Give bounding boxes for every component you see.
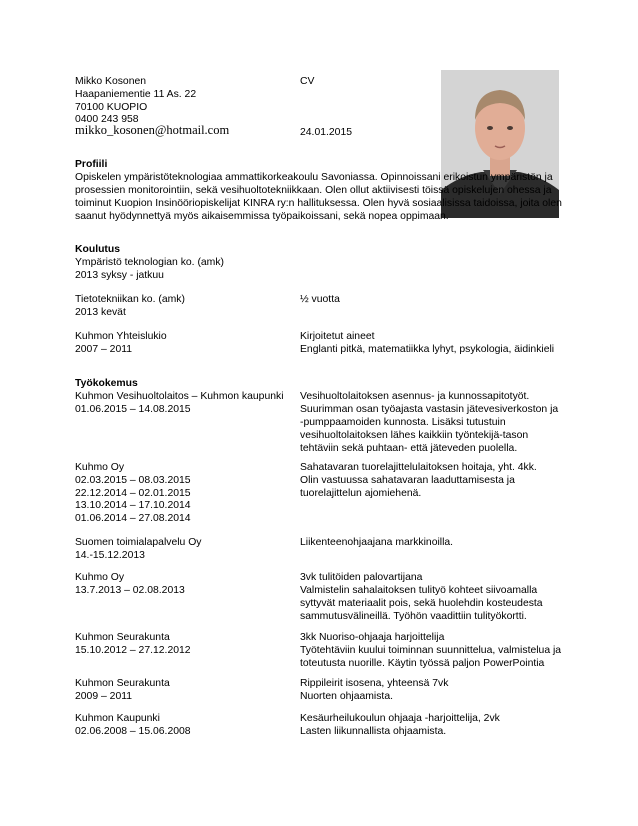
profile-text: Opiskelen ympäristöteknologiaa ammattikorkeakoulu Savoniassa. Opinnoissani erikoistun ympäristön ja prosessien monitorointiin, sekä vesihuoltotekniikkaan. Olen ollut aktiivisesti töissä opiskelujen ohessa ja toiminut Kuopion Insinööriopiskelijat KINRA ry:n hallituksessa. Olen hyvä sosiaalisissa taidoissa, joita olen saanut hyödynnettyä myös aikaisemmissa työpaikoissani, sekä nopea oppimaan. bbox=[75, 172, 562, 222]
job-date: 02.06.2008 – 15.06.2008 bbox=[75, 726, 191, 737]
address-street: Haapaniementie 11 As. 22 bbox=[75, 89, 197, 100]
education-note: Kirjoitetut aineet bbox=[300, 331, 375, 342]
job-desc-line: 3vk tulitöiden palovartijana bbox=[300, 572, 423, 583]
education-date: 2007 – 2011 bbox=[75, 344, 133, 355]
job-desc-line: Nuorten ohjaamista. bbox=[300, 691, 393, 702]
profile-heading: Profiili bbox=[75, 159, 108, 170]
education-note: ½ vuotta bbox=[300, 294, 340, 305]
phone-number: 0400 243 958 bbox=[75, 114, 139, 125]
job-date: 01.06.2014 – 27.08.2014 bbox=[75, 513, 191, 524]
email-address: mikko_kosonen@hotmail.com bbox=[75, 123, 230, 137]
document-type: CV bbox=[300, 76, 315, 87]
job-desc-line: Lasten liikunnallista ohjaamista. bbox=[300, 726, 447, 737]
job-employer: Kuhmon Vesihuoltolaitos – Kuhmon kaupunki bbox=[75, 391, 284, 402]
document-date: 24.01.2015 bbox=[300, 127, 353, 138]
job-date: 02.03.2015 – 08.03.2015 bbox=[75, 475, 191, 486]
job-desc-line: Sahatavaran tuorelajittelulaitoksen hoitaja, yht. 4kk. bbox=[300, 462, 537, 473]
job-employer: Kuhmon Seurakunta bbox=[75, 632, 170, 643]
job-desc-line: sammutusvälineillä. Työhön vaadittiin tulityökortti. bbox=[300, 611, 527, 622]
education-heading: Koulutus bbox=[75, 244, 121, 255]
job-date: 15.10.2012 – 27.12.2012 bbox=[75, 645, 191, 656]
job-date: 01.06.2015 – 14.08.2015 bbox=[75, 404, 191, 415]
job-employer: Kuhmo Oy bbox=[75, 572, 125, 583]
job-desc-line: -pumppaamoiden kunnosta. Lisäksi tutustuin bbox=[300, 417, 506, 428]
job-employer: Kuhmon Kaupunki bbox=[75, 713, 160, 724]
job-date: 22.12.2014 – 02.01.2015 bbox=[75, 488, 191, 499]
job-employer: Kuhmo Oy bbox=[75, 462, 125, 473]
job-desc-line: Olin vastuussa sahatavaran laaduttamisesta ja bbox=[300, 475, 515, 486]
job-date: 14.-15.12.2013 bbox=[75, 550, 145, 561]
education-title: Kuhmon Yhteislukio bbox=[75, 331, 167, 342]
education-title: Tietotekniikan ko. (amk) bbox=[75, 294, 185, 305]
education-note-subjects: Englanti pitkä, matematiikka lyhyt, psykologia, äidinkieli bbox=[300, 344, 555, 355]
job-employer: Kuhmon Seurakunta bbox=[75, 678, 170, 689]
job-desc-line: Vesihuoltolaitoksen asennus- ja kunnossapitotyöt. bbox=[300, 391, 530, 402]
job-desc-line: Liikenteenohjaajana markkinoilla. bbox=[300, 537, 454, 548]
education-date: 2013 kevät bbox=[75, 307, 126, 318]
job-desc-line: tuorelajittelun ajomiehenä. bbox=[300, 488, 422, 499]
work-heading: Työkokemus bbox=[75, 378, 138, 389]
job-desc-line: syttyvät materiaalit pois, sekä huolehdin kosteudesta bbox=[300, 598, 543, 609]
job-desc-line: Rippileirit isosena, yhteensä 7vk bbox=[300, 678, 449, 689]
job-date: 13.7.2013 – 02.08.2013 bbox=[75, 585, 185, 596]
job-desc-line: Valmistelin sahalaitoksen tulityö kohteet siivoamalla bbox=[300, 585, 538, 596]
job-desc-line: 3kk Nuoriso-ohjaaja harjoittelija bbox=[300, 632, 445, 643]
education-date: 2013 syksy - jatkuu bbox=[75, 270, 164, 281]
job-desc-line: vesihuoltolaitoksen lähes kaikkiin työntekijä-tason bbox=[300, 430, 529, 441]
job-date: 2009 – 2011 bbox=[75, 691, 133, 702]
education-title: Ympäristö teknologian ko. (amk) bbox=[75, 257, 224, 268]
job-employer: Suomen toimialapalvelu Oy bbox=[75, 537, 202, 548]
job-desc-line: Kesäurheilukoulun ohjaaja -harjoittelija, 2vk bbox=[300, 713, 500, 724]
address-city: 70100 KUOPIO bbox=[75, 102, 148, 113]
job-desc-line: toteutusta nuorille. Käytin työssä paljon PowerPointia bbox=[300, 658, 545, 669]
job-desc-line: Suurimman osan työajasta vastasin jätevesiverkoston ja bbox=[300, 404, 559, 415]
job-desc-line: tehtäviin sekä puhtaan- että jäteveden puolella. bbox=[300, 443, 518, 454]
applicant-name: Mikko Kosonen bbox=[75, 76, 147, 87]
job-date: 13.10.2014 – 17.10.2014 bbox=[75, 500, 191, 511]
job-desc-line: Työtehtäviin kuului toiminnan suunnittelua, valmistelua ja bbox=[300, 645, 562, 656]
